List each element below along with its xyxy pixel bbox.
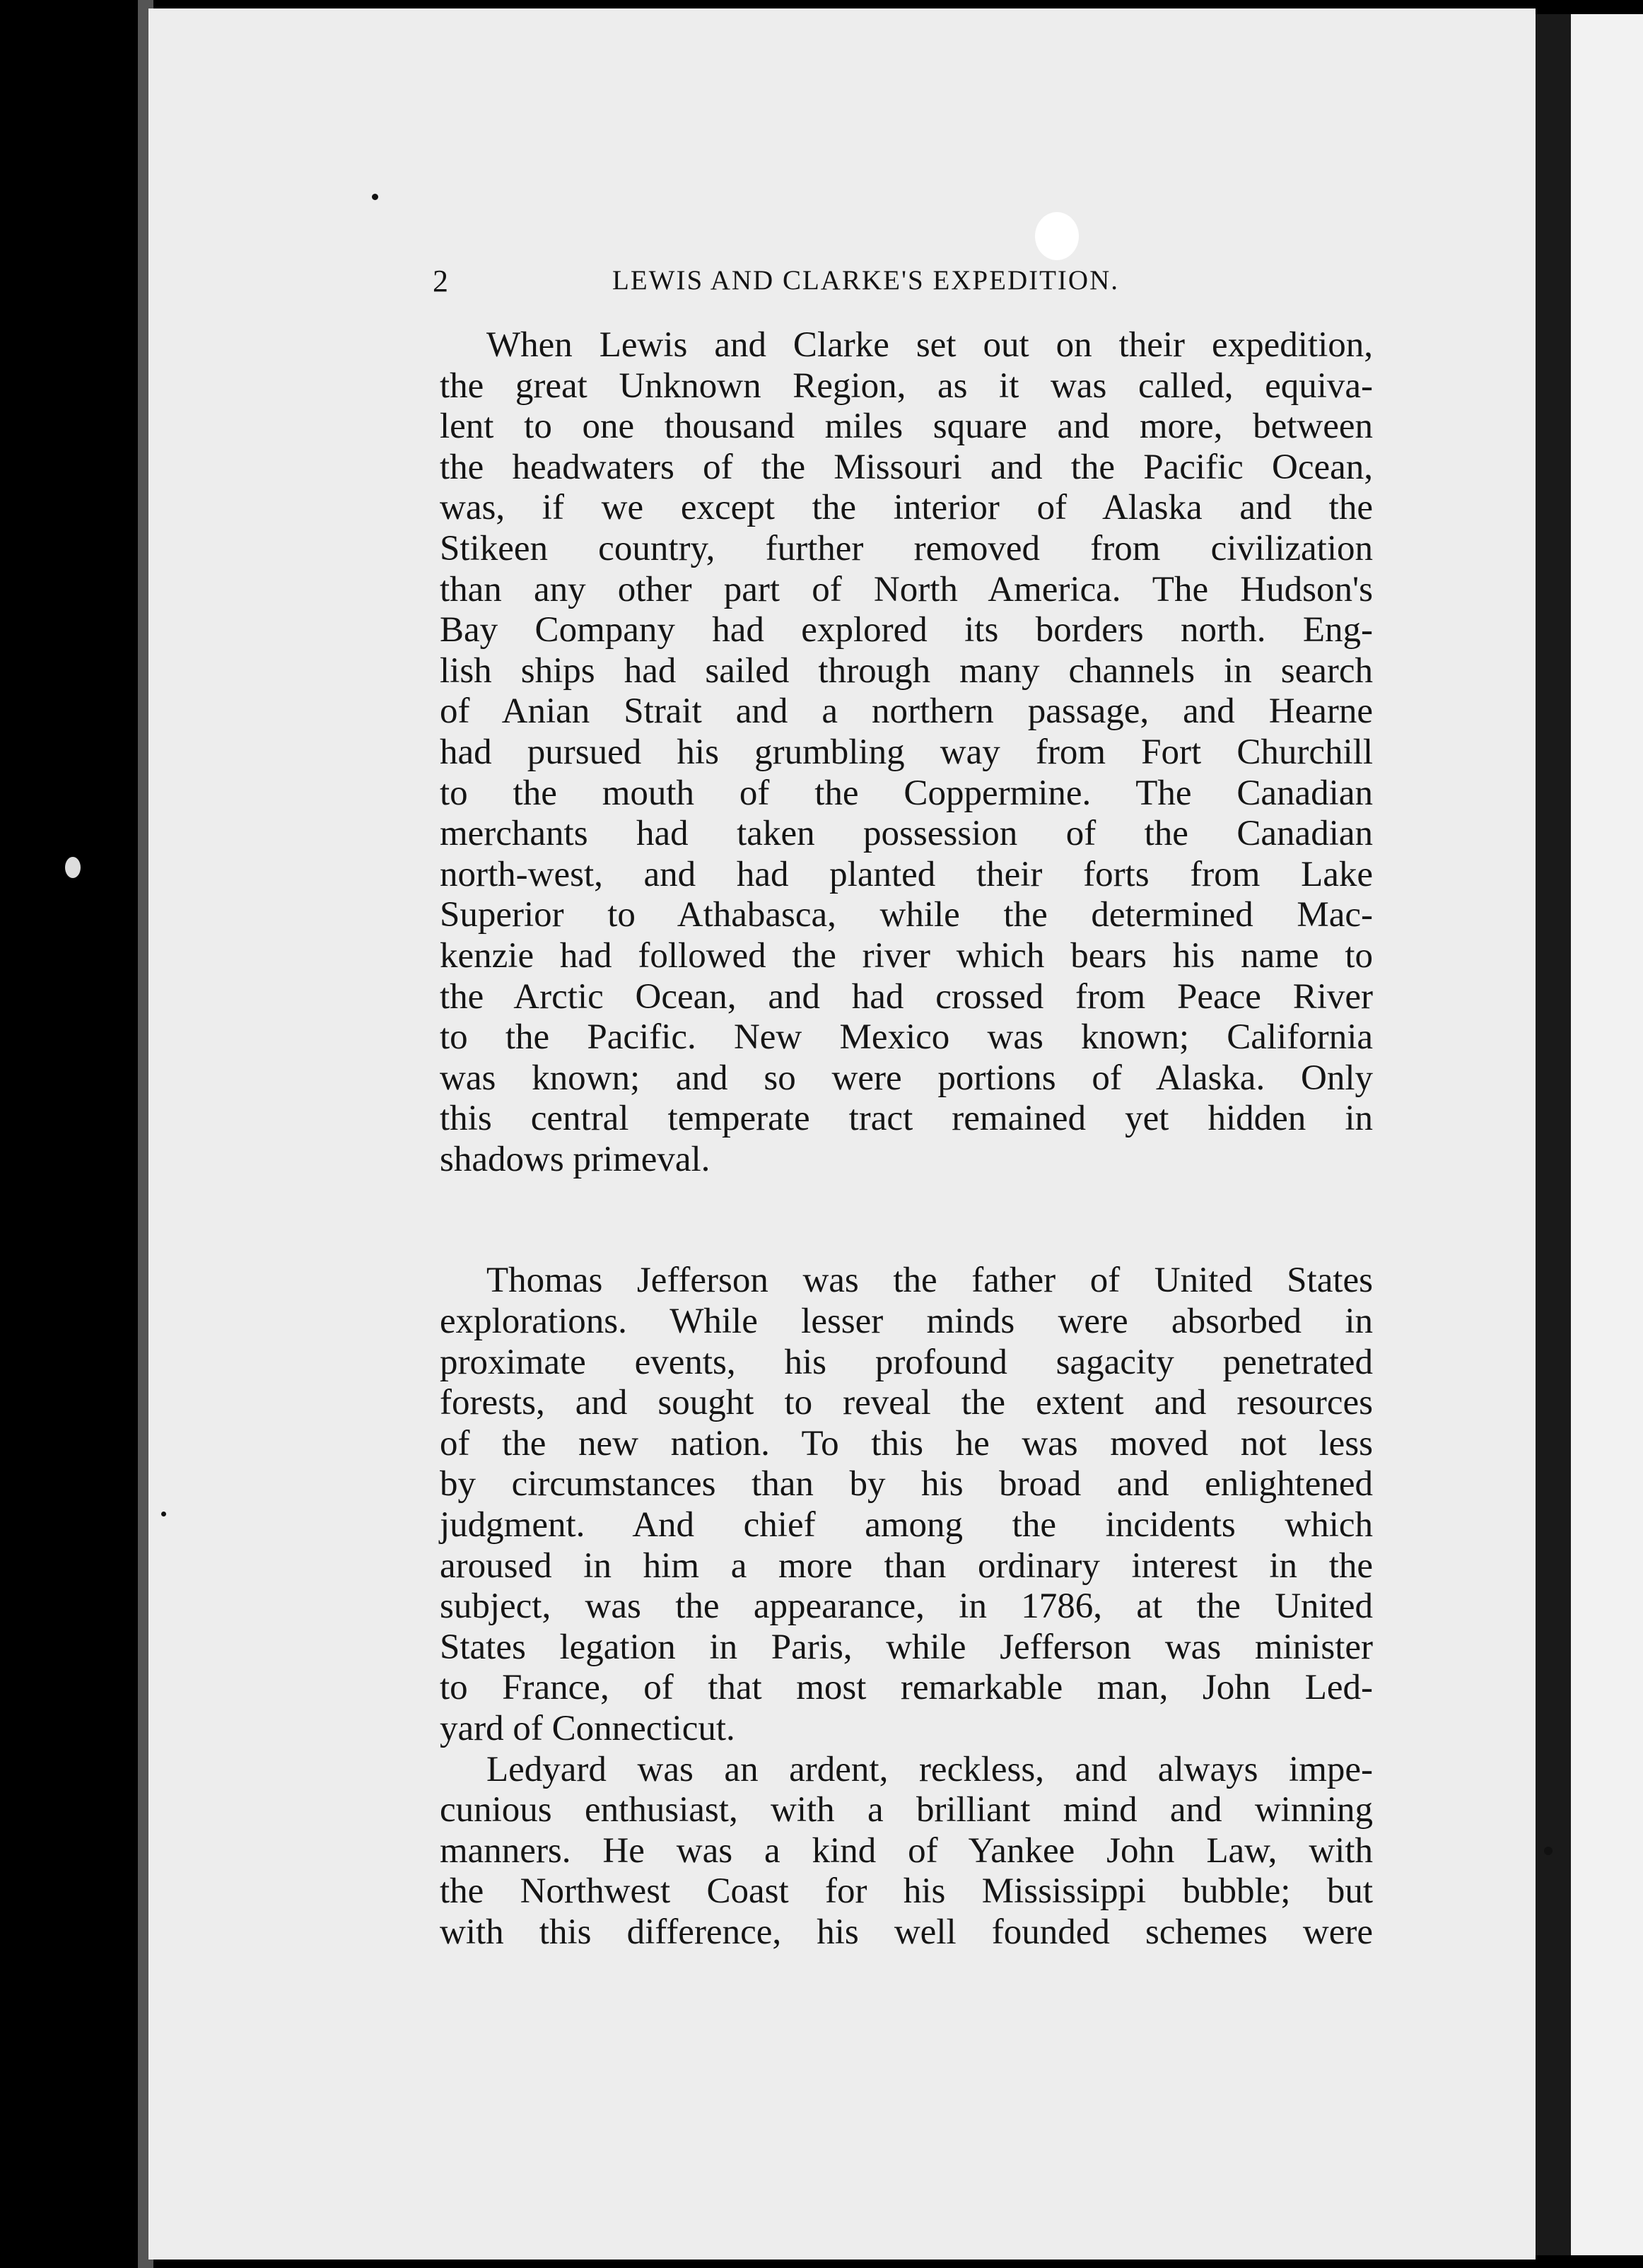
text-line: to the mouth of the Coppermine. The Canadian xyxy=(440,773,1373,813)
text-line: with this difference, his well founded schemes were xyxy=(440,1912,1373,1952)
text-line: was known; and so were portions of Alaska. Only xyxy=(440,1058,1373,1098)
text-line: the Northwest Coast for his Mississippi bubble; but xyxy=(440,1871,1373,1912)
text-line: aroused in him a more than ordinary interest in the xyxy=(440,1545,1373,1586)
text-line: lish ships had sailed through many channels in search xyxy=(440,650,1373,691)
text-line: lent to one thousand miles square and more, between xyxy=(440,407,1373,447)
running-title: LEWIS AND CLARKE'S EXPEDITION. xyxy=(612,265,1119,296)
text-line: than any other part of North America. The Hudson's xyxy=(440,569,1373,609)
text-line: to France, of that most remarkable man, John Led- xyxy=(440,1668,1373,1708)
scan-speck xyxy=(161,1512,166,1516)
text-line: by circumstances than by his broad and enlightened xyxy=(440,1464,1373,1504)
text-line: of Anian Strait and a northern passage, and Hearne xyxy=(440,691,1373,732)
text-line: Thomas Jefferson was the father of United States xyxy=(486,1261,1373,1301)
text-line: the headwaters of the Missouri and the Pacific Ocean, xyxy=(440,447,1373,487)
text-line: Bay Company had explored its borders north. Eng- xyxy=(440,610,1373,650)
text-line: Ledyard was an ardent, reckless, and always impe- xyxy=(486,1749,1373,1789)
adjacent-page-edge xyxy=(1571,14,1643,2255)
text-line: merchants had taken possession of the Canadian xyxy=(440,814,1373,854)
text-line: explorations. While lesser minds were absorbed in xyxy=(440,1302,1373,1342)
text-line: this central temperate tract remained yet hidden in xyxy=(440,1099,1373,1139)
text-line: the great Unknown Region, as it was called, equiva- xyxy=(440,366,1373,406)
text-line: cunious enthusiast, with a brilliant mind and winning xyxy=(440,1790,1373,1830)
scan-speck xyxy=(1544,1847,1553,1855)
text-line: kenzie had followed the river which bears his name to xyxy=(440,935,1373,976)
paragraph xyxy=(440,325,1373,1180)
text-line: States legation in Paris, while Jefferson was minister xyxy=(440,1627,1373,1667)
scan-speck xyxy=(372,194,378,200)
paragraph xyxy=(440,1261,1373,1749)
text-line: forests, and sought to reveal the extent and resources xyxy=(440,1383,1373,1423)
text-line: manners. He was a kind of Yankee John Law, with xyxy=(440,1830,1373,1871)
text-line: subject, was the appearance, in 1786, at the United xyxy=(440,1586,1373,1627)
paragraph xyxy=(440,1750,1373,1953)
text-line: judgment. And chief among the incidents which xyxy=(440,1505,1373,1545)
paper-blemish xyxy=(1035,212,1079,260)
text-line: the Arctic Ocean, and had crossed from Peace River xyxy=(440,976,1373,1017)
text-line: north-west, and had planted their forts from Lake xyxy=(440,854,1373,894)
text-line: was, if we except the interior of Alaska and the xyxy=(440,488,1373,528)
paper-blemish xyxy=(65,857,81,878)
text-line: had pursued his grumbling way from Fort Churchill xyxy=(440,732,1373,772)
page-edge-shadow xyxy=(1536,14,1571,2255)
page-number: 2 xyxy=(433,264,448,298)
text-line: proximate events, his profound sagacity penetrated xyxy=(440,1342,1373,1382)
text-line: yard of Connecticut. xyxy=(440,1709,735,1748)
text-line: Stikeen country, further removed from civilization xyxy=(440,528,1373,568)
paragraph-break xyxy=(440,1180,1373,1261)
body-text xyxy=(440,325,1373,1953)
text-line: to the Pacific. New Mexico was known; California xyxy=(440,1017,1373,1058)
text-line: When Lewis and Clarke set out on their expedition, xyxy=(486,325,1373,365)
text-line: Superior to Athabasca, while the determined Mac- xyxy=(440,895,1373,935)
text-line: shadows primeval. xyxy=(440,1139,711,1179)
running-head xyxy=(433,263,1380,305)
text-line: of the new nation. To this he was moved not less xyxy=(440,1423,1373,1463)
